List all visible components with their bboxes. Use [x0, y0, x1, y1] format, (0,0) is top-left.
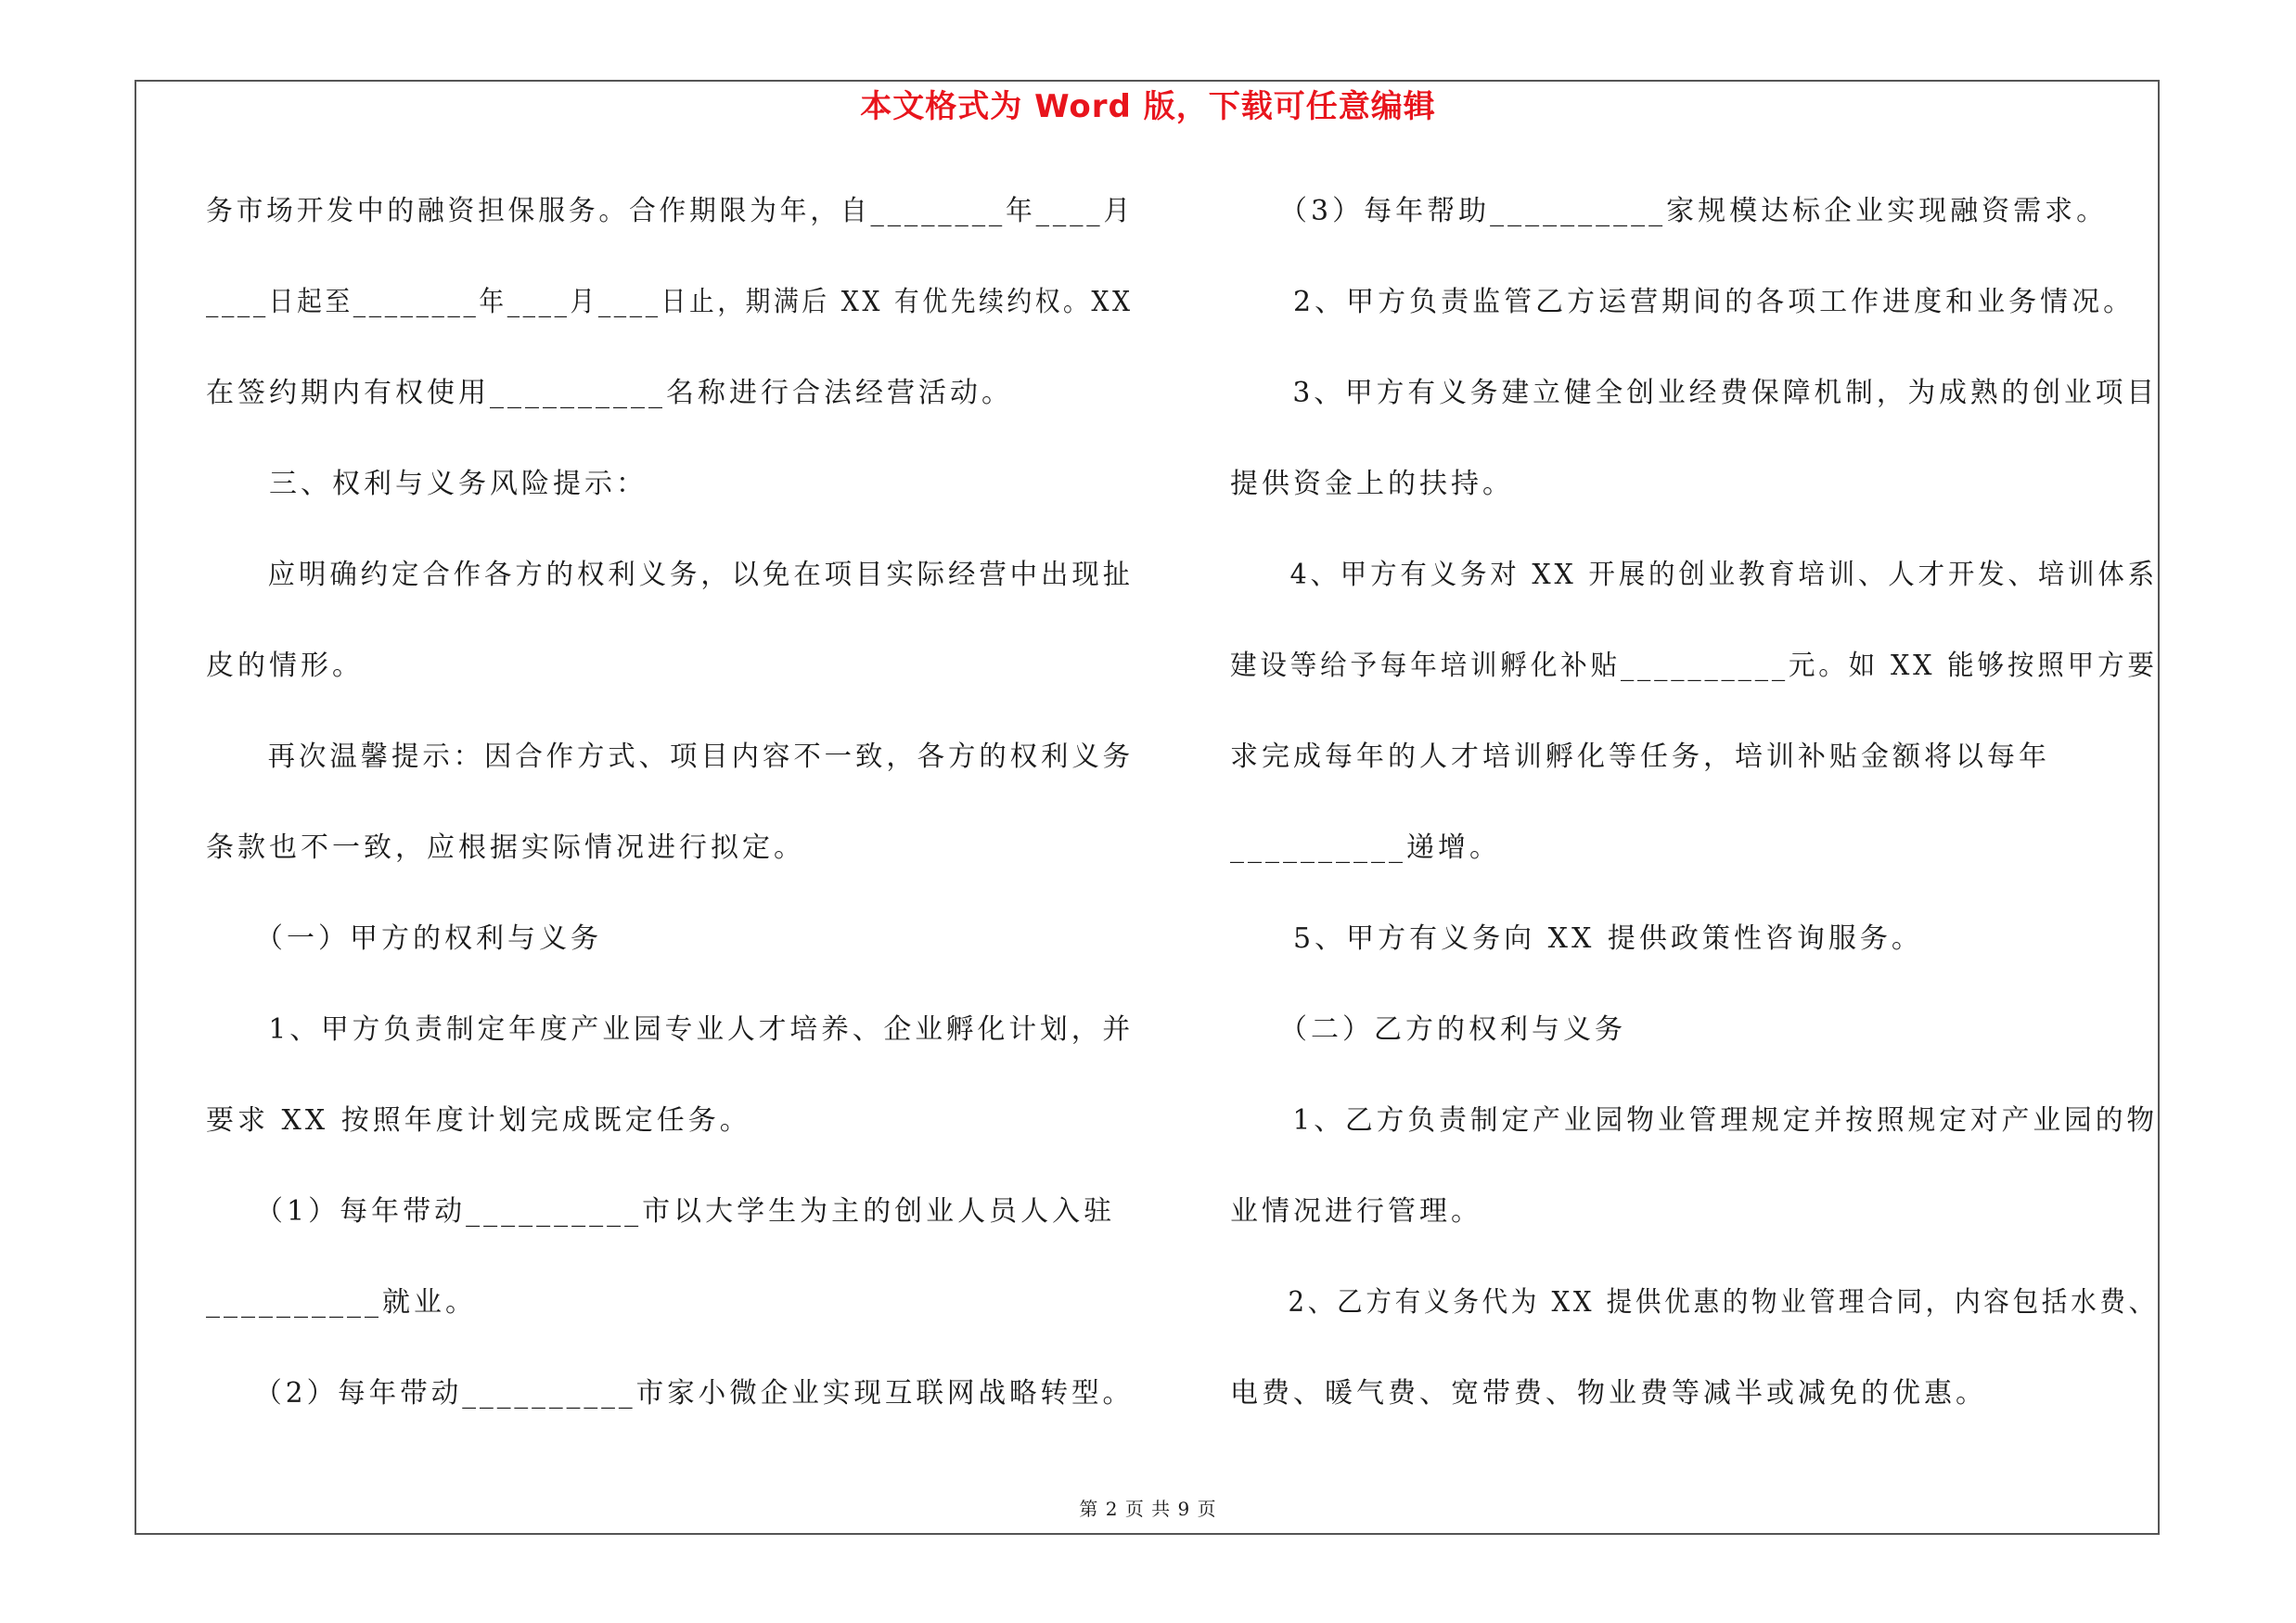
right-line-4: 提供资金上的扶持。: [1230, 468, 1514, 500]
left-line-5: 应明确约定合作各方的权利义务，以免在项目实际经营中出现扯: [206, 559, 1135, 591]
left-line-7: 再次温馨提示：因合作方式、项目内容不一致，各方的权利义务: [206, 741, 1135, 773]
left-line-9: （一）甲方的权利与义务: [206, 922, 602, 955]
left-line-12: （1）每年带动__________市以大学生为主的创业人员人入驻: [206, 1195, 1116, 1228]
right-line-5: 4、甲方有义务对 XX 开展的创业教育培训、人才开发、培训体系: [1230, 559, 2158, 591]
left-line-2: ____日起至________年____月____日止，期满后 XX 有优先续约权。XX: [206, 286, 1134, 318]
left-line-3: 在签约期内有权使用__________名称进行合法经营活动。: [206, 377, 1013, 409]
right-line-11: 1、乙方负责制定产业园物业管理规定并按照规定对产业园的物: [1230, 1104, 2159, 1137]
right-line-10: （二）乙方的权利与义务: [1230, 1013, 1626, 1046]
right-line-2: 2、甲方负责监管乙方运营期间的各项工作进度和业务情况。: [1230, 286, 2136, 318]
left-line-11: 要求 XX 按照年度计划完成既定任务。: [206, 1104, 751, 1137]
right-line-8: __________递增。: [1230, 831, 1501, 864]
right-line-3: 3、甲方有义务建立健全创业经费保障机制，为成熟的创业项目: [1230, 377, 2159, 409]
word-format-banner: 本文格式为 Word 版，下载可任意编辑: [860, 88, 1436, 125]
right-line-13: 2、乙方有义务代为 XX 提供优惠的物业管理合同，内容包括水费、: [1230, 1286, 2158, 1319]
right-line-12: 业情况进行管理。: [1230, 1195, 1482, 1228]
right-line-14: 电费、暖气费、宽带费、物业费等减半或减免的优惠。: [1230, 1377, 1987, 1410]
left-line-6: 皮的情形。: [206, 650, 364, 682]
left-line-13: __________就业。: [206, 1286, 477, 1319]
right-line-6: 建设等给予每年培训孵化补贴__________元。如 XX 能够按照甲方要: [1230, 650, 2158, 682]
page-number: 第 2 页 共 9 页: [1079, 1498, 1217, 1520]
left-line-4: 三、权利与义务风险提示：: [206, 468, 648, 500]
left-line-14: （2）每年带动__________市家小微企业实现互联网战略转型。: [206, 1377, 1135, 1410]
right-line-1: （3）每年帮助__________家规模达标企业实现融资需求。: [1230, 195, 2109, 227]
left-line-1: 务市场开发中的融资担保服务。合作期限为年，自________年____月: [206, 195, 1135, 227]
left-line-8: 条款也不一致，应根据实际情况进行拟定。: [206, 831, 805, 864]
right-line-7: 求完成每年的人才培训孵化等任务，培训补贴金额将以每年: [1230, 741, 2050, 773]
left-line-10: 1、甲方负责制定年度产业园专业人才培养、企业孵化计划，并: [206, 1013, 1135, 1046]
right-line-9: 5、甲方有义务向 XX 提供政策性咨询服务。: [1230, 922, 1923, 955]
